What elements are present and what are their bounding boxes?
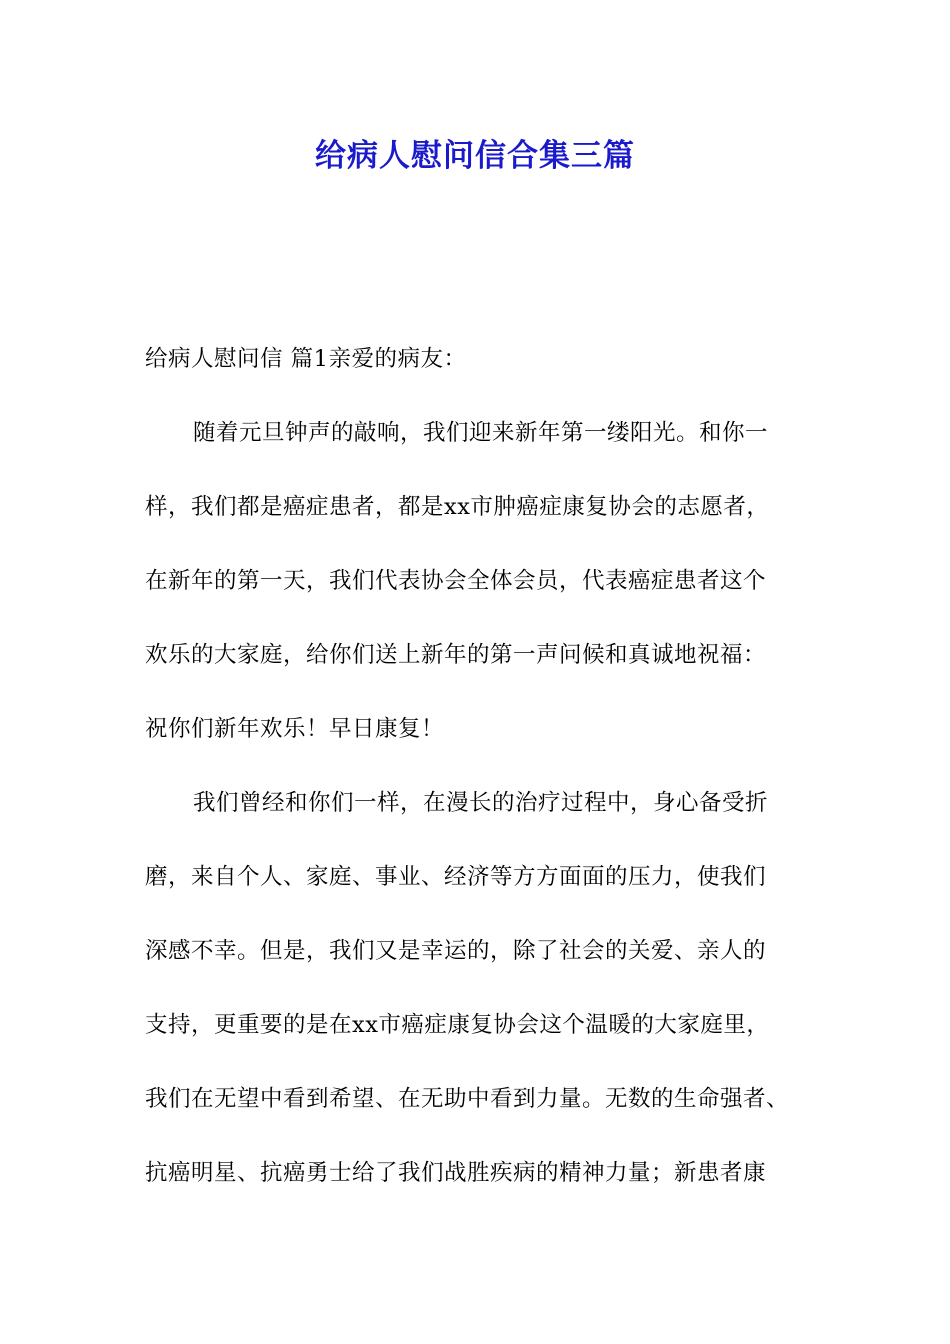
document-title: 给病人慰问信合集三篇	[315, 138, 635, 174]
body-text-line: 我们曾经和你们一样，在漫长的治疗过程中，身心备受折	[193, 790, 769, 816]
body-text-line: 随着元旦钟声的敲响，我们迎来新年第一缕阳光。和你一	[193, 420, 769, 446]
body-text-line: 在新年的第一天，我们代表协会全体会员，代表癌症患者这个	[145, 568, 767, 594]
body-text-line: 支持，更重要的是在xx市癌症康复协会这个温暖的大家庭里，	[145, 1012, 770, 1038]
body-text-line: 祝你们新年欢乐！早日康复！	[145, 716, 445, 742]
body-text-line: 欢乐的大家庭，给你们送上新年的第一声问候和真诚地祝福：	[145, 642, 767, 668]
body-text-line: 样，我们都是癌症患者，都是xx市肿癌症康复协会的志愿者，	[145, 494, 770, 520]
body-text-line: 磨，来自个人、家庭、事业、经济等方方面面的压力，使我们	[145, 864, 767, 890]
body-text-line: 深感不幸。但是，我们又是幸运的，除了社会的关爱、亲人的	[145, 938, 767, 964]
body-text-line: 我们在无望中看到希望、在无助中看到力量。无数的生命强者、	[145, 1086, 790, 1112]
body-text-line: 抗癌明星、抗癌勇士给了我们战胜疾病的精神力量；新患者康	[145, 1160, 767, 1186]
letter-heading-line: 给病人慰问信 篇1亲爱的病友：	[145, 346, 467, 372]
